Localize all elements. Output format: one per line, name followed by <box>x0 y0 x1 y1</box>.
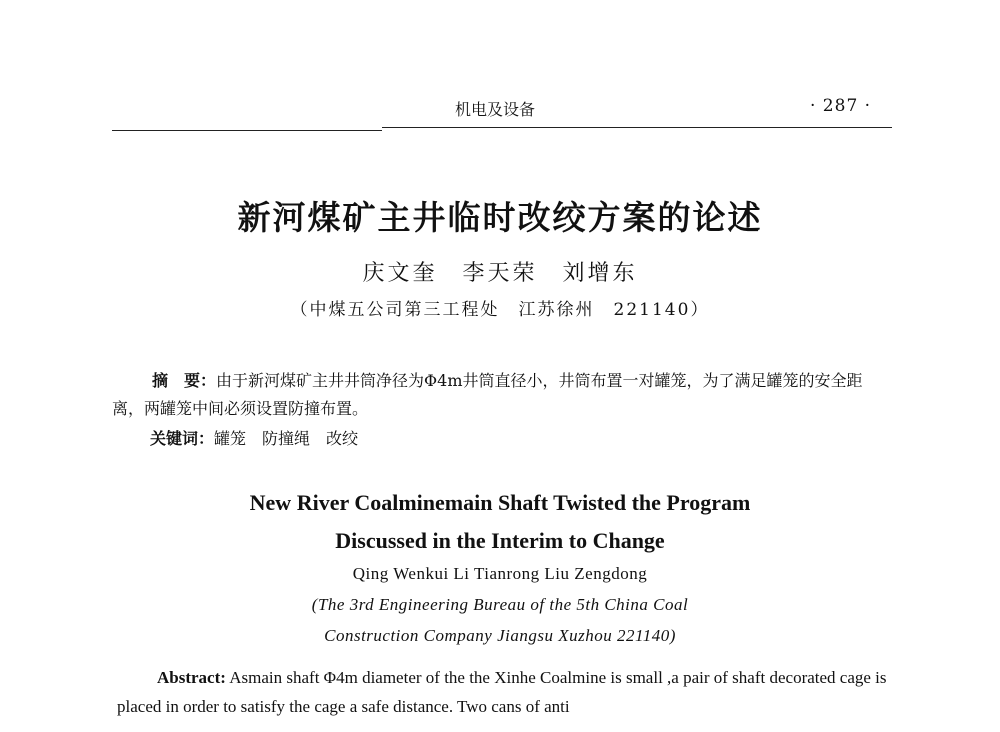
keywords-cn <box>150 426 358 449</box>
affiliation-en-line1: (The 3rd Engineering Bureau of the 5th China Coal <box>311 595 689 614</box>
article-title-en-line2: Discussed in the Interim to Change <box>335 528 665 553</box>
abstract-cn-text: 由于新河煤矿主井井筒净径为Φ4m井筒直径小，井筒布置一对罐笼，为了满足罐笼的安全距离，两罐笼中间必须设置防撞布置。 <box>112 371 863 418</box>
abstract-en-label: Abstract: <box>157 668 226 687</box>
authors-en: Qing Wenkui Li Tianrong Liu Zengdong <box>352 564 648 583</box>
abstract-en <box>117 663 897 721</box>
abstract-en-text: Asmain shaft Φ4m diameter of the the Xinhe Coalmine is small ,a pair of shaft decorated cage is placed in order to satisfy the cage a safe distance. Two cans of anti <box>117 668 887 716</box>
affiliation-cn: （中煤五公司第三工程处 江苏徐州 221140） <box>290 300 710 320</box>
header-rule-right <box>382 127 892 128</box>
page-number: · 287 · <box>810 96 872 116</box>
keywords-label: 关键词： <box>150 429 215 448</box>
header-rule-left <box>112 130 382 131</box>
article-title-cn: 新河煤矿主井临时改绞方案的论述 <box>237 198 763 237</box>
keywords-text: 罐笼 防撞绳 改绞 <box>214 429 359 448</box>
affiliation-en-line2: Construction Company Jiangsu Xuzhou 221140) <box>324 626 676 645</box>
article-title-en-line1: New River Coalminemain Shaft Twisted the Program <box>249 490 751 515</box>
section-title: 机电及设备 <box>455 100 536 119</box>
abstract-cn-label: 摘 要： <box>152 371 217 390</box>
abstract-cn <box>112 367 892 423</box>
authors-cn: 庆文奎 李天荣 刘增东 <box>362 261 638 286</box>
